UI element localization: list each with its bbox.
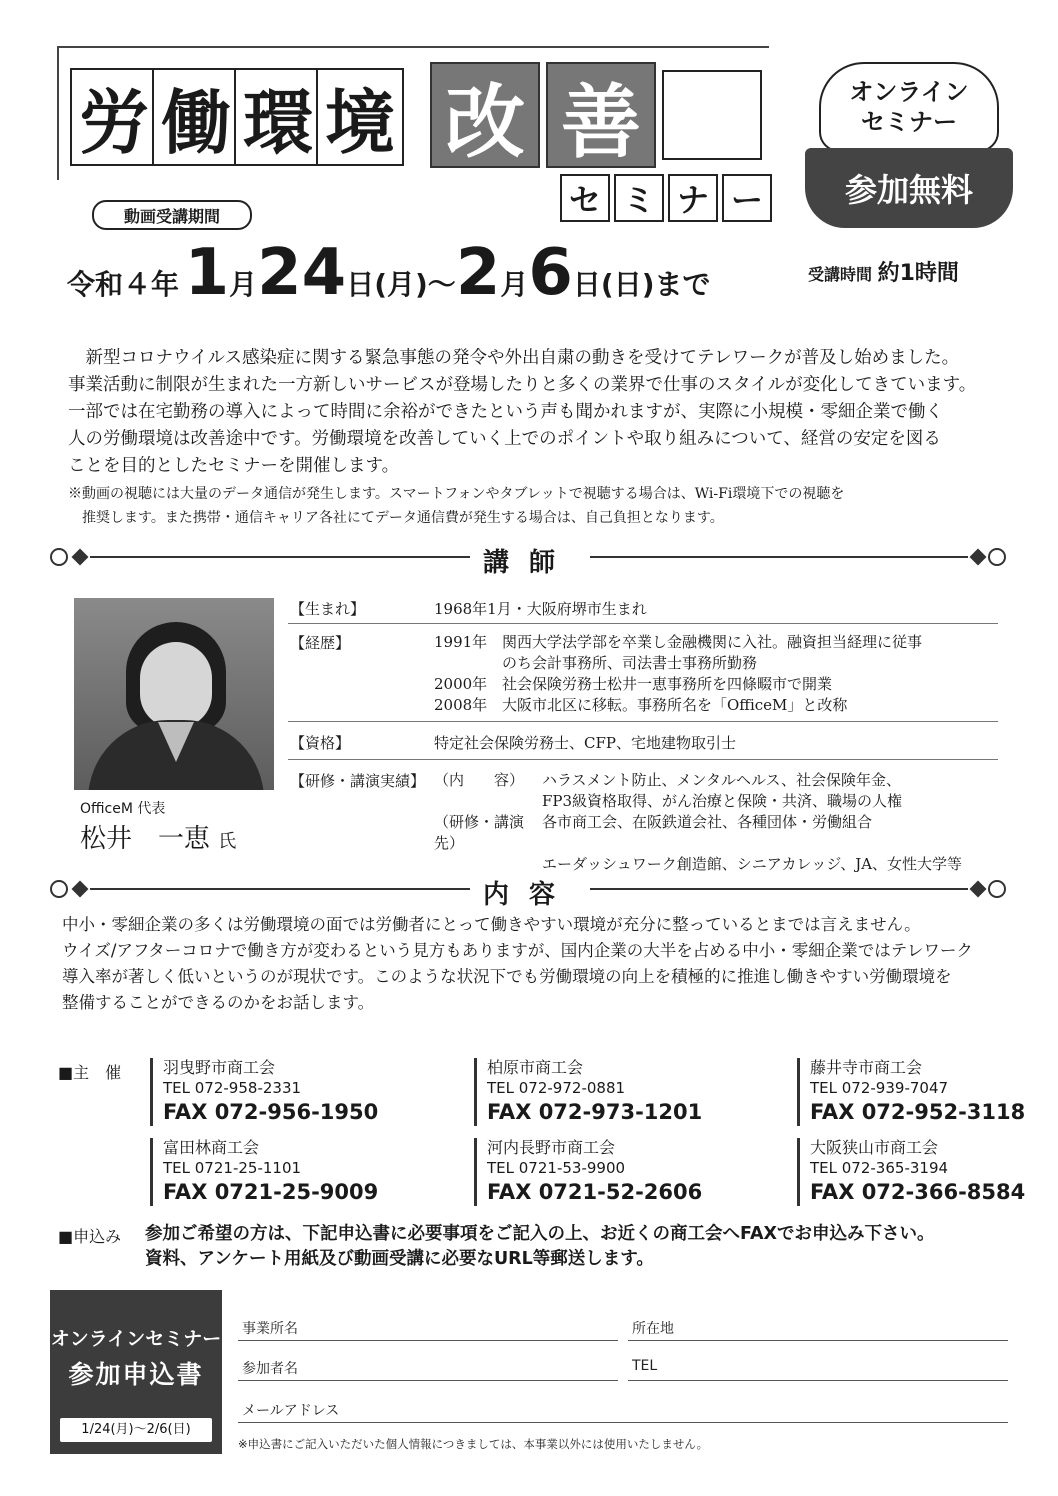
period-tsuki-2: 月 <box>500 268 529 301</box>
content-line: 導入率が著しく低いというのが現状です。このような状況下でも労働環境の向上を積極的に推進し働きやすい労働環境を <box>62 967 952 986</box>
apply-text <box>145 1222 1015 1272</box>
period-month-1: 1 <box>184 236 230 310</box>
host-item <box>150 1138 378 1206</box>
form-address-field[interactable] <box>628 1340 1008 1341</box>
host-name: 柏原市商工会 <box>487 1058 584 1077</box>
record-key <box>434 791 542 812</box>
host-fax: FAX 072-952-3118 <box>810 1100 1026 1124</box>
period-weekday-1: 日(月)～ <box>346 268 456 301</box>
note-text <box>68 482 998 530</box>
profile-label: 【生まれ】 <box>290 600 366 618</box>
host-tel: TEL 0721-25-1101 <box>163 1159 302 1177</box>
period-dates <box>67 236 711 310</box>
badge-line1: オンライン <box>849 77 969 106</box>
subtitle-char-3: ナ <box>668 174 718 222</box>
title-char-2: 働 <box>152 68 240 166</box>
content-line: 中小・零細企業の多くは労働環境の面では労働者にとって働きやすい環境が充分に整っているとまでは言えません。 <box>62 915 921 934</box>
host-item <box>474 1058 702 1126</box>
form-email-label: メールアドレス <box>242 1403 340 1419</box>
form-title-1: オンラインセミナー <box>50 1328 222 1350</box>
profile-label: 【研修・講演実績】 <box>290 772 426 790</box>
host-fax: FAX 072-956-1950 <box>163 1100 379 1124</box>
profile-label: 【資格】 <box>290 734 351 752</box>
career-text: 関西大学法学部を卒業し金融機関に入社。融資担当経理に従事 <box>502 633 923 651</box>
lecturer-name: 松井 一恵 <box>80 824 211 854</box>
note-line: ※動画の視聴には大量のデータ通信が発生します。スマートフォンやタブレットで視聴する場合は、Wi-Fi環境下での視聴を <box>68 486 845 502</box>
period-era: 令和４年 <box>67 268 180 301</box>
host-item <box>150 1058 378 1126</box>
subtitle-char-2: ミ <box>614 174 664 222</box>
form-company-label: 事業所名 <box>242 1321 298 1337</box>
profile-value: 特定社会保険労務士、CFP、宅地建物取引士 <box>434 734 736 752</box>
content-heading: 内容 <box>482 880 575 910</box>
lecturer-name-block <box>80 818 236 855</box>
record-value: 各市商工会、在阪鉄道会社、各種団体・労働組合 <box>542 813 873 831</box>
form-participant-field[interactable] <box>238 1380 618 1381</box>
record-key: （内 容） <box>434 771 525 789</box>
note-line: 推奨します。また携帯・通信キャリア各社にてデータ通信費が発生する場合は、自己負担となります。 <box>68 510 724 526</box>
badge-free: 参加無料 <box>805 148 1013 228</box>
host-tel: TEL 072-958-2331 <box>163 1079 302 1097</box>
ornament-icon <box>988 548 1006 566</box>
form-company-field[interactable] <box>238 1340 618 1341</box>
host-item <box>797 1138 1025 1206</box>
career-text: のち会計事務所、司法書士事務所勤務 <box>502 654 758 672</box>
lecturer-heading: 講師 <box>482 548 575 578</box>
host-name: 羽曳野市商工会 <box>163 1058 276 1077</box>
period-label: 動画受講期間 <box>92 200 252 230</box>
apply-line: 資料、アンケート用紙及び動画受講に必要なURL等郵送します。 <box>145 1249 654 1269</box>
duration-label: 受講時間 <box>808 265 873 284</box>
profile-career-row <box>288 630 998 722</box>
intro-line: 一部では在宅勤務の導入によって時間に余裕ができたという声も聞かれますが、実際に小規模・零細企業で働く <box>68 402 943 422</box>
form-title-box <box>50 1290 222 1454</box>
form-email-field[interactable] <box>238 1422 1008 1423</box>
host-tel: TEL 072-365-3194 <box>810 1159 949 1177</box>
record-key: （研修・講演先） <box>434 813 525 852</box>
profile-label: 【経歴】 <box>290 634 351 652</box>
title-char-4: 境 <box>316 68 404 166</box>
host-fax: FAX 072-366-8584 <box>810 1180 1026 1204</box>
badge-top <box>819 62 999 152</box>
content-line: 整備することができるのかをお話します。 <box>62 993 375 1012</box>
title-char-3: 環 <box>234 68 322 166</box>
form-tel-field[interactable] <box>628 1380 1008 1381</box>
form-title-2: 参加申込書 <box>68 1360 204 1389</box>
ornament-icon <box>988 880 1006 898</box>
period-tsuki-1: 月 <box>229 268 258 301</box>
hosts-label: ■主 催 <box>58 1063 122 1082</box>
career-list <box>434 630 998 718</box>
apply-line: 参加ご希望の方は、下記申込書に必要事項をご記入の上、お近くの商工会へFAXでお申込み下さい。 <box>145 1224 935 1244</box>
career-year: 1991年 <box>434 633 488 651</box>
career-year: 2008年 <box>434 696 488 714</box>
record-key <box>434 854 542 875</box>
career-text: 大阪市北区に移転。事務所名を「OfficeM」と改称 <box>502 696 848 714</box>
lecturer-org: OfficeM 代表 <box>80 801 166 817</box>
host-name: 大阪狭山市商工会 <box>810 1138 939 1157</box>
host-tel: TEL 0721-53-9900 <box>487 1159 626 1177</box>
duration-value: 約1時間 <box>877 261 959 286</box>
duration <box>808 256 959 287</box>
subtitle-char-4: ー <box>722 174 772 222</box>
career-year: 2000年 <box>434 675 488 693</box>
host-fax: FAX 072-973-1201 <box>487 1100 703 1124</box>
record-value: ハラスメント防止、メンタルヘルス、社会保険年金、 <box>542 771 901 789</box>
form-privacy-note: ※申込書にご記入いただいた個人情報につきましては、本事業以外には使用いたしません。 <box>238 1437 709 1451</box>
host-name: 藤井寺市商工会 <box>810 1058 923 1077</box>
online-free-badge <box>805 62 1013 232</box>
career-text: 社会保険労務士松井一恵事務所を四條畷市で開業 <box>502 675 833 693</box>
content-text <box>62 912 1002 1016</box>
profile-born-row <box>288 596 998 624</box>
title-right-box <box>662 70 762 160</box>
intro-line: 人の労働環境は改善途中です。労働環境を改善していく上でのポイントや取り組みについて、経営の安定を図る <box>68 429 941 449</box>
content-line: ウイズ/アフターコロナで働き方が変わるという見方もありますが、国内企業の大半を占める中小・零細企業ではテレワーク <box>62 941 973 960</box>
lecturer-honorific: 氏 <box>218 831 237 852</box>
host-item <box>474 1138 702 1206</box>
apply-label: ■申込み <box>58 1227 122 1246</box>
profile-record-row <box>288 768 998 873</box>
intro-text <box>68 345 998 480</box>
host-fax: FAX 0721-25-9009 <box>163 1180 379 1204</box>
lecturer-photo <box>74 598 274 790</box>
intro-line: ことを目的としたセミナーを開催します。 <box>68 456 400 476</box>
host-tel: TEL 072-939-7047 <box>810 1079 949 1097</box>
form-dates: 1/24(月)～2/6(日) <box>60 1418 212 1442</box>
record-value: エーダッシュワーク創造館、シニアカレッジ、JA、女性大学等 <box>542 855 963 873</box>
badge-line2: セミナー <box>861 107 957 136</box>
profile-qual-row <box>288 730 998 760</box>
host-tel: TEL 072-972-0881 <box>487 1079 626 1097</box>
record-value: FP3級資格取得、がん治療と保険・共済、職場の人権 <box>542 792 903 810</box>
content-divider <box>50 874 1008 910</box>
title-char-6: 善 <box>546 62 656 168</box>
divider-line <box>590 556 968 558</box>
host-fax: FAX 0721-52-2606 <box>487 1180 703 1204</box>
subtitle-char-1: セ <box>560 174 610 222</box>
lecturer-divider <box>50 542 1008 578</box>
form-participant-label: 参加者名 <box>242 1361 298 1377</box>
title-char-1: 労 <box>70 68 158 166</box>
host-item <box>797 1058 1025 1126</box>
divider-line <box>590 888 968 890</box>
record-list <box>434 768 998 877</box>
period-day-1: 24 <box>257 236 347 310</box>
host-name: 河内長野市商工会 <box>487 1138 616 1157</box>
intro-line: 新型コロナウイルス感染症に関する緊急事態の発令や外出自粛の動きを受けてテレワークが普及し始めました。 <box>68 348 960 368</box>
period-month-2: 2 <box>455 236 501 310</box>
period-day-2: 6 <box>528 236 573 310</box>
period-weekday-2: 日(日)まで <box>572 268 711 301</box>
form-address-label: 所在地 <box>632 1321 674 1337</box>
profile-value: 1968年1月・大阪府堺市生まれ <box>434 600 647 618</box>
host-name: 富田林商工会 <box>163 1138 260 1157</box>
form-tel-label: TEL <box>632 1358 658 1374</box>
lecturer-profile <box>288 596 998 873</box>
intro-line: 事業活動に制限が生まれた一方新しいサービスが登場したりと多くの業界で仕事のスタイルが変化してきています。 <box>68 375 977 395</box>
career-year <box>434 653 502 674</box>
title-char-5: 改 <box>430 62 540 168</box>
